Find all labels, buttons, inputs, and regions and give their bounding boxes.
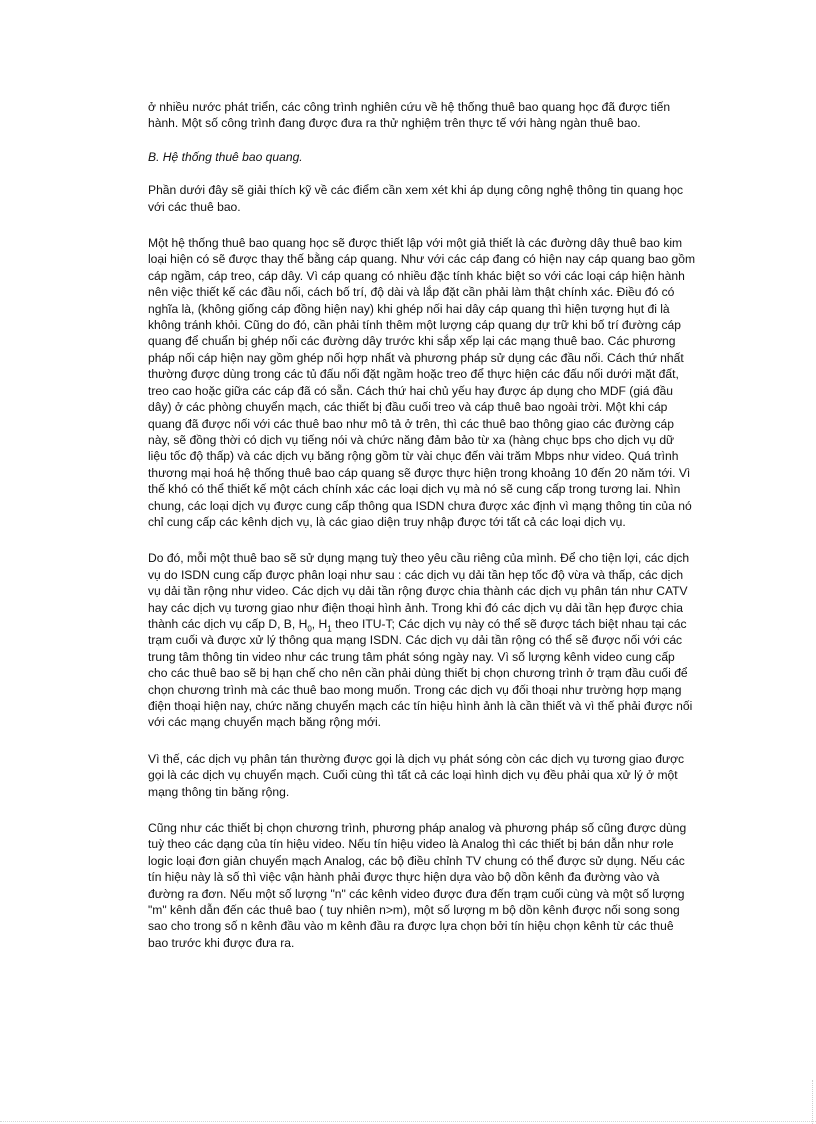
paragraph-4-part-a: Do đó, mỗi một thuê bao sẽ sử dụng mạng tuỳ theo yêu cầu riêng của mình. Để cho tiện lợi, các dịch vụ do ISDN cung cấp được phân loại như sau : các dịch vụ dải tần hẹp tốc độ vừa và thấp, các dịch vụ dải tần rộng như video. Các dịch vụ dải tần rộng được chia thành các dịch vụ phân tán như CATV hay các dịch vụ tương giao như điện thoại hình ảnh. Trong khi đó các dịch vụ dải tần hẹp được chia thành các dịch vụ cấp D, B, H xyxy=(148,551,690,631)
page-boundary-line xyxy=(0,1121,816,1122)
paragraph-2: Phần dưới đây sẽ giải thích kỹ về các điểm cần xem xét khi áp dụng công nghệ thông tin quang học với các thuê bao. xyxy=(148,183,684,214)
paragraph-4 xyxy=(148,550,696,730)
paragraph-4-mid: , H xyxy=(311,616,328,631)
paragraph-1: ở nhiều nước phát triển, các công trình nghiên cứu về hệ thống thuê bao quang học đã được tiến hành. Một số công trình đang được đưa ra thử nghiệm trên thực tế với hàng ngàn thuê bao. xyxy=(148,100,671,131)
paragraph-3: Một hệ thống thuê bao quang học sẽ được thiết lập với một giả thiết là các đường dây thuê bao kim loại hiện có sẽ được thay thế bằng cáp quang. Như với các cáp đang có hiện nay cáp quang bao gồm cáp ngầm, cáp treo, cáp dây. Vì cáp quang có nhiều đặc tính khác biệt so với các loại cáp hiện hành nên việc thiết kế các đầu nối, cách bố trí, độ dài và lắp đặt cần phải làm thật chính xác. Điều đó có nghĩa là, (không giống cáp đồng hiện nay) khi ghép nối hai dây cáp quang thì hiện tượng hụt đi là không tránh khỏi. Cũng do đó, cần phải tính thêm một lượng cáp quang dự trữ khi bố trí đường cáp quang để chuẩn bị ghép nối các đường dây trước khi sắp xếp lại các mạng thuê bao. Các phương pháp nối cáp hiện nay gồm ghép nối hợp nhất và phương pháp sử dụng các đầu nối. Cách thứ nhất thường được dùng trong các tủ đấu nối đặt ngầm hoặc treo để thực hiện các đấu nối dưới mặt đất, treo cao hoặc giữa các cáp đã có sẵn. Cách thứ hai chủ yếu hay được áp dụng cho MDF (giá đầu dây) ở các phòng chuyển mạch, các thiết bị đầu cuối treo và cáp thuê bao ngoài trời. Một khi cáp quang đã được nối với các thuê bao như mô tả ở trên, thì các thuê bao thông giao các đường cáp này, sẽ đồng thời có dịch vụ tiếng nói và chức năng đảm bảo từ xa (hàng chục bps cho dịch vụ dữ liệu tốc độ thấp) và các dịch vụ băng rộng gồm từ vài chục đến vài trăm Mbps như video. Quá trình thương mại hoá hệ thống thuê bao cáp quang sẽ được thực hiện trong khoảng 10 đến 20 năm tới. Vì thế khó có thể thiết kế một cách chính xác các loại dịch vụ mà nó sẽ cung cấp trong tương lai. Nhìn chung, các loại dịch vụ được cung cấp thông qua ISDN chưa được xác định vì mạng thông tin của nó chỉ cung cấp các kênh dịch vụ, là các giao diện truy nhập được tới tất cả các loại dịch vụ. xyxy=(148,236,696,529)
subscript-h1: 1 xyxy=(327,624,332,634)
page-corner-marker xyxy=(812,1080,813,1124)
document-body xyxy=(148,99,696,951)
paragraph-5: Vì thế, các dịch vụ phân tán thường được gọi là dịch vụ phát sóng còn các dịch vụ tương giao được gọi là các dịch vụ chuyển mạch. Cuối cùng thì tất cả các loại hình dịch vụ đều phải qua xử lý ở một mạng thông tin băng rộng. xyxy=(148,751,685,799)
paragraph-4-part-b: theo ITU-T; Các dịch vụ này có thể sẽ được tách biệt nhau tại các trạm cuối và được xử lý thông qua mạng ISDN. Các dịch vụ dải tần rộng có thể sẽ được nối với các trung tâm thông tin video như các trung tâm phát sóng ngày nay. Vì số lượng kênh video cung cấp cho các thuê bao sẽ bị hạn chế cho nên cần phải dùng thiết bị chọn chương trình ở trạm đầu cuối để chọn chương trình mà các thuê bao mong muốn. Trong các dịch vụ đối thoại như trường hợp mạng điện thoại hiện nay, chức năng chuyển mạch các tín hiệu hình ảnh là cần thiết và vì thế phải được nối với các mạng chuyển mạch băng rộng mới. xyxy=(148,616,693,730)
paragraph-6: Cũng như các thiết bị chọn chương trình, phương pháp analog và phương pháp số cũng được dùng tuỳ theo các dạng của tín hiệu video. Nếu tín hiệu video là Analog thì các thiết bị bán dẫn như rơle logic loại đơn giản chuyển mạch Analog, các bộ điều chỉnh TV chung có thể được sử dụng. Nếu các tín hiệu này là số thì việc vận hành phải được thực hiện dựa vào bộ dồn kênh đa đường vào và đường ra đơn. Nếu một số lượng "n" các kênh video được đưa đến trạm cuối cùng và một số lượng "m" kênh dẫn đến các thuê bao ( tuy nhiên n>m), một số lượng m bộ dồn kênh được nối song song sao cho trong số n kênh đầu vào m kênh đầu ra được lựa chọn bởi tín hiệu chọn kênh từ các thuê bao trước khi được đưa ra. xyxy=(148,821,687,950)
subscript-h0: 0 xyxy=(307,624,312,634)
section-heading: B. Hệ thống thuê bao quang. xyxy=(148,149,303,164)
